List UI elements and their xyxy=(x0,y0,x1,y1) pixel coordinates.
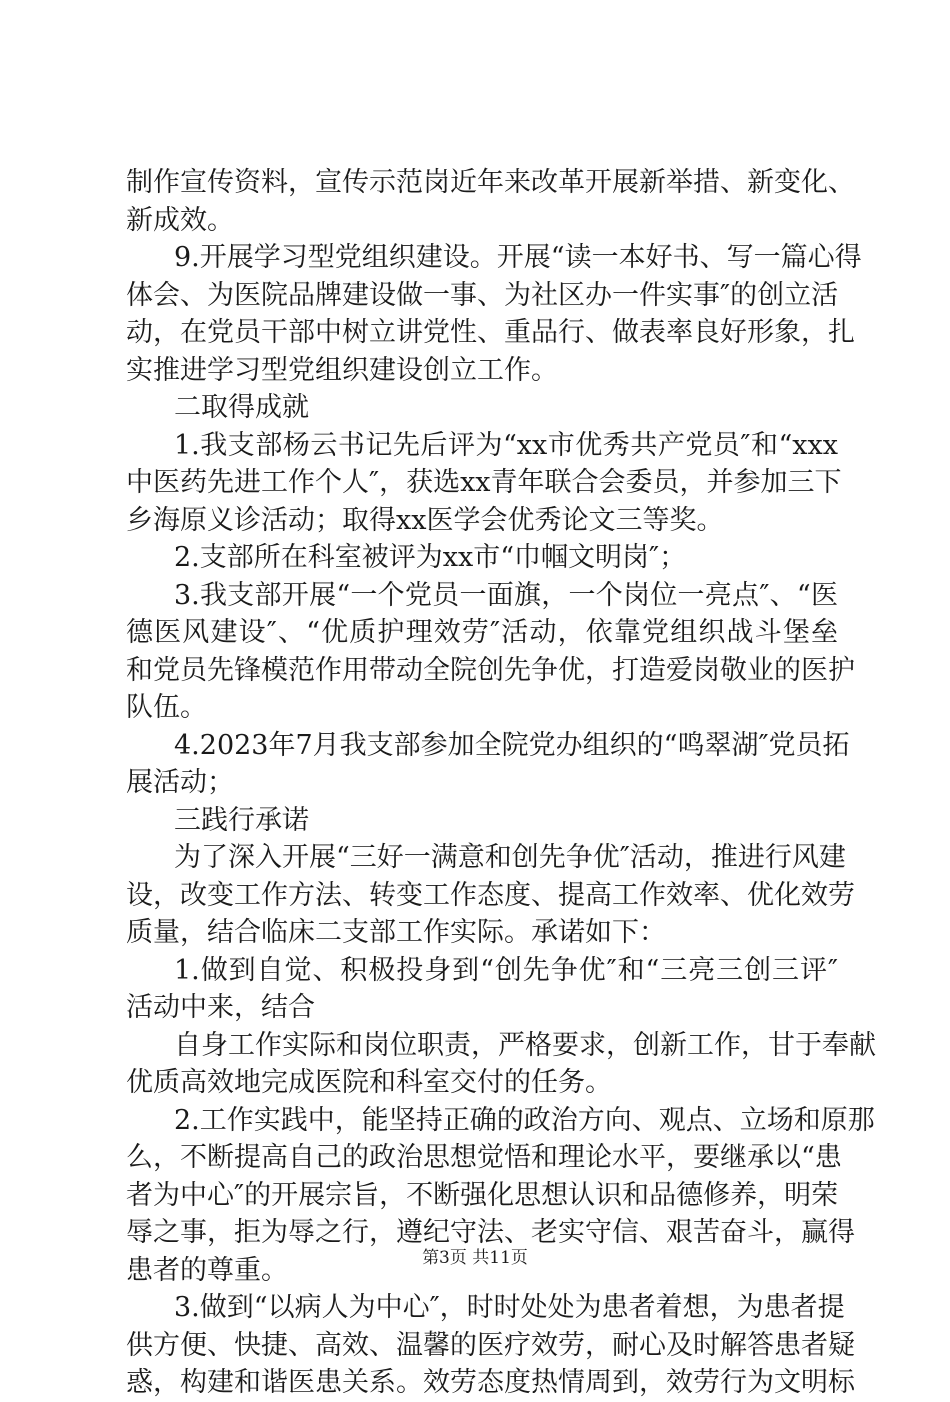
text-line: 2.工作实践中，能坚持正确的政治方向、观点、立场和原那 xyxy=(174,1104,875,1136)
text-line: 活动中来，结合 xyxy=(126,992,315,1023)
text-line: 9.开展学习型党组织建设。开展“读一本好书、写一篇心得 xyxy=(174,242,862,273)
text-line: 辱之事，拒为辱之行，遵纪守法、老实守信、艰苦奋斗，赢得 xyxy=(126,1217,855,1248)
page-footer: 第3页 共11页 xyxy=(422,1248,528,1268)
text-line: 体会、为医院品牌建设做一事、为社区办一件实事″的创立活 xyxy=(126,279,839,311)
text-line: 为了深入开展“三好一满意和创先争优″活动，推进行风建 xyxy=(174,842,846,873)
text-line: 者为中心″的开展宗旨，不断强化思想认识和品德修养，明荣 xyxy=(126,1179,839,1211)
document-body xyxy=(126,164,876,1402)
text-line: 实推进学习型党组织建设创立工作。 xyxy=(126,354,558,386)
text-line: 动，在党员干部中树立讲党性、重品行、做表率良好形象，扎 xyxy=(126,317,855,348)
text-line: 1.我支部杨云书记先后评为“xx市优秀共产党员″和“xxx xyxy=(174,429,838,461)
text-line: 1.做到自觉、积极投身到“创先争优″和“三亮三创三评″ xyxy=(174,954,838,986)
text-line: 德医风建设″、“优质护理效劳″活动，依靠党组织战斗堡垒 xyxy=(126,617,838,648)
text-line: 设，改变工作方法、转变工作态度、提高工作效率、优化效劳 xyxy=(126,879,855,911)
text-line: 中医药先进工作个人″，获选xx青年联合会委员，并参加三下 xyxy=(126,467,842,498)
text-line: 4.2023年7月我支部参加全院党办组织的“鸣翠湖″党员拓 xyxy=(174,729,850,761)
text-line: 三践行承诺 xyxy=(174,804,309,836)
text-line: 展活动； xyxy=(126,767,234,798)
text-line: 质量，结合临床二支部工作实际。承诺如下： xyxy=(126,917,666,948)
text-line: 患者的尊重。 xyxy=(126,1254,288,1286)
text-line: 供方便、快捷、高效、温馨的医疗效劳，耐心及时解答患者疑 xyxy=(126,1329,855,1361)
text-line: 乡海原义诊活动；取得xx医学会优秀论文三等奖。 xyxy=(126,504,724,536)
text-line: 么，不断提高自己的政治思想觉悟和理论水平，要继承以“患 xyxy=(126,1142,842,1173)
text-line: 3.我支部开展“一个党员一面旗，一个岗位一亮点″、“医 xyxy=(174,579,838,611)
text-line: 2.支部所在科室被评为xx市“巾帼文明岗″； xyxy=(174,542,687,573)
text-line: 惑，构建和谐医患关系。效劳态度热情周到，效劳行为文明标 xyxy=(126,1367,855,1398)
text-line: 二取得成就 xyxy=(174,392,309,423)
text-line: 优质高效地完成医院和科室交付的任务。 xyxy=(126,1067,612,1098)
text-line: 队伍。 xyxy=(126,692,207,723)
text-line: 自身工作实际和岗位职责，严格要求，创新工作，甘于奉献 xyxy=(174,1029,876,1061)
text-line: 和党员先锋模范作用带动全院创先争优，打造爱岗敬业的医护 xyxy=(126,654,855,686)
text-line: 3.做到“以病人为中心″，时时处处为患者着想，为患者提 xyxy=(174,1292,845,1323)
text-line: 新成效。 xyxy=(126,204,234,236)
text-line: 制作宣传资料，宣传示范岗近年来改革开展新举措、新变化、 xyxy=(126,167,855,198)
